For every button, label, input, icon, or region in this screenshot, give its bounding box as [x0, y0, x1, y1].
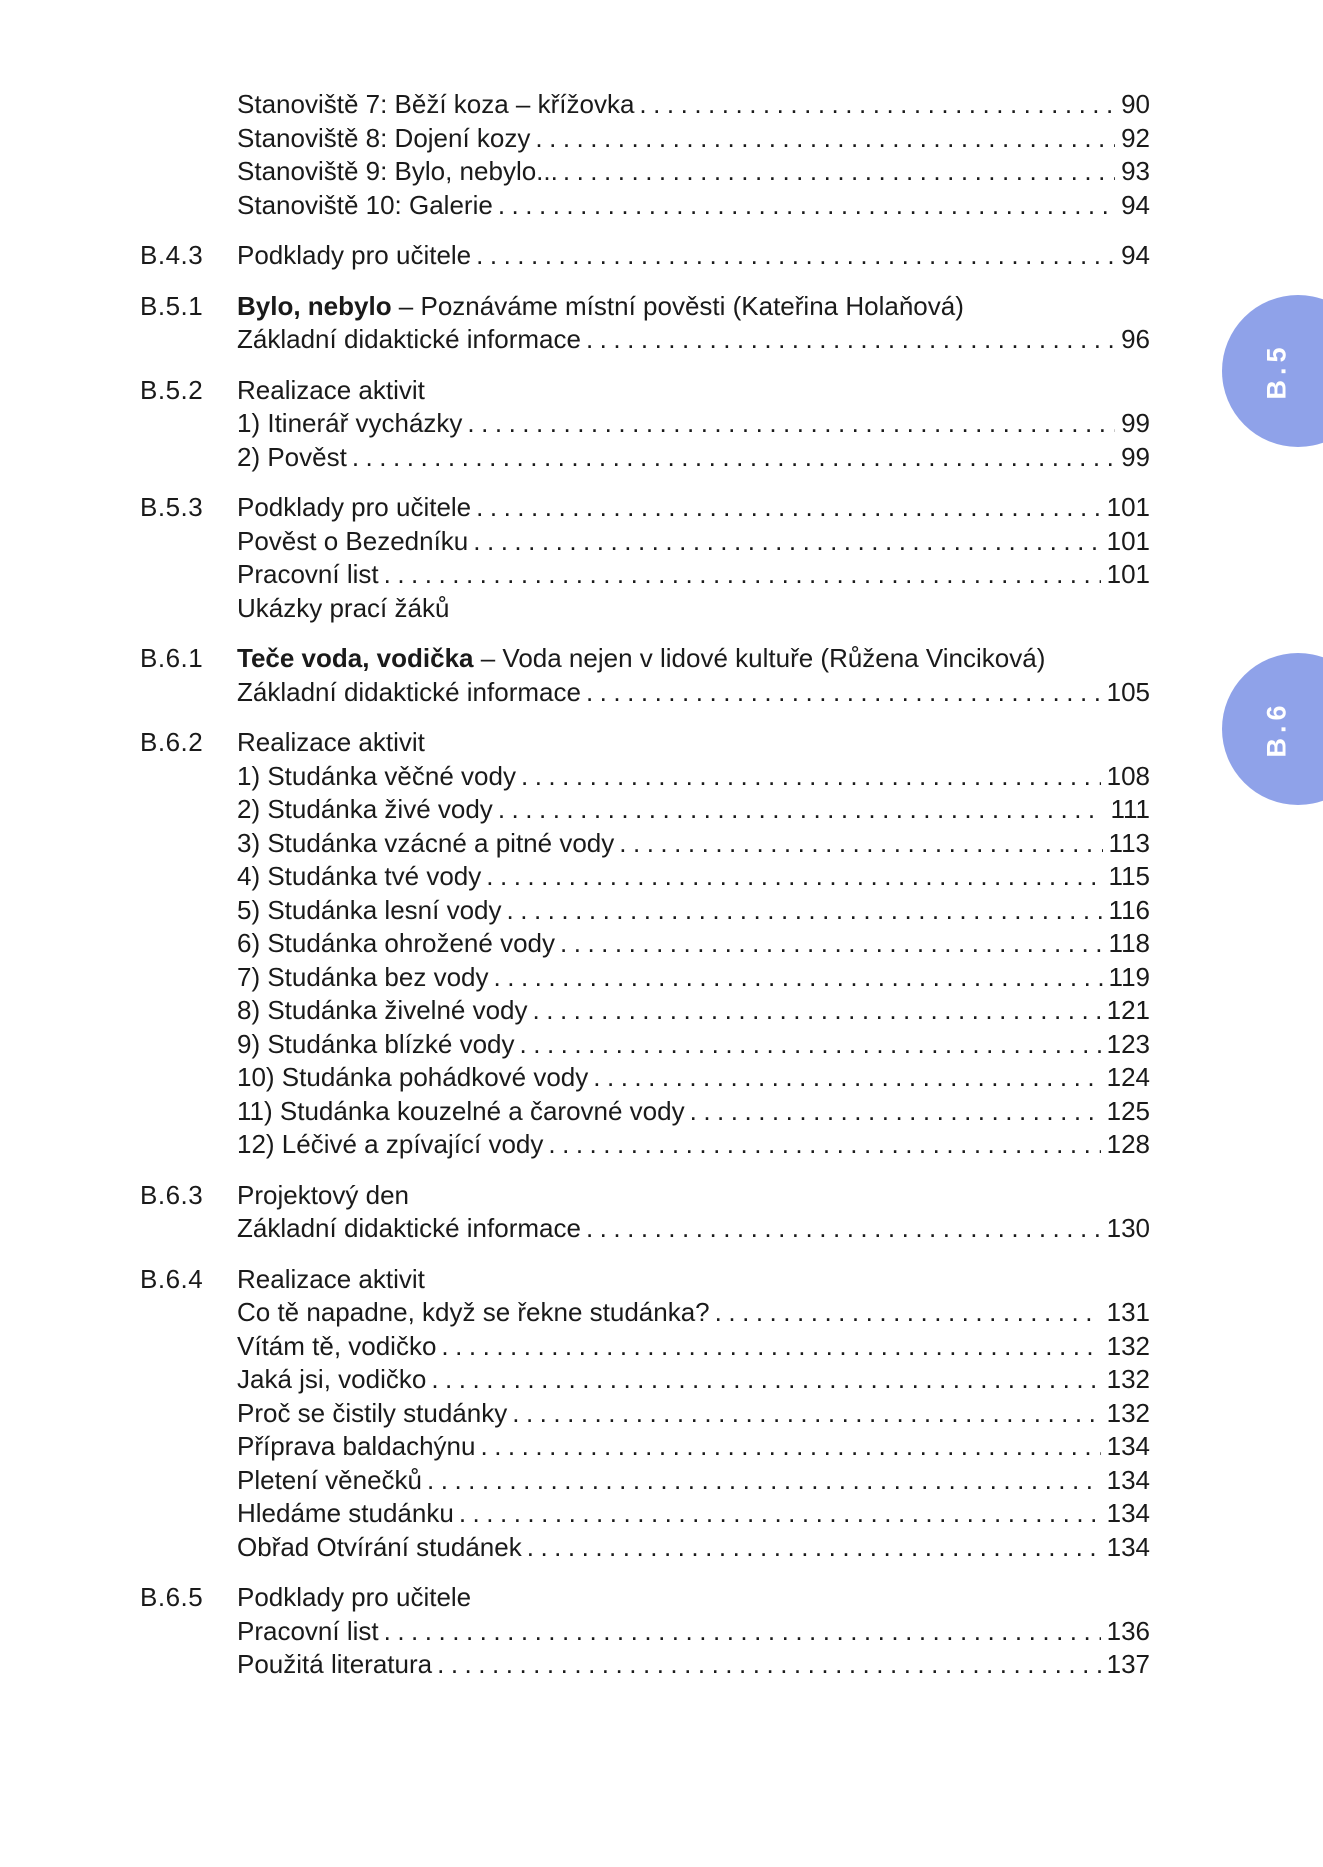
entry-label: Základní didaktické informace: [237, 1213, 581, 1243]
section-number: B.5.1: [140, 290, 204, 321]
page-number: 125: [1106, 1095, 1150, 1126]
dot-leader: [475, 1430, 1100, 1464]
toc-row: [140, 1128, 1150, 1162]
entry-label: 11) Studánka kouzelné a čarovné vody: [237, 1095, 685, 1126]
dot-leader: [432, 1648, 1101, 1682]
page-number: 132: [1106, 1364, 1150, 1394]
page-number: 124: [1106, 1062, 1150, 1092]
toc-row: [140, 860, 1150, 894]
dot-leader: [422, 1464, 1101, 1498]
entry-label: Stanoviště 10: Galerie: [237, 189, 493, 220]
dot-leader: [710, 1296, 1101, 1330]
entry-label: Vítám tě, vodičko: [237, 1330, 437, 1361]
section-tab-b6-label: B.6: [1261, 700, 1292, 758]
toc-row: [140, 525, 1150, 559]
dot-leader: [468, 525, 1100, 559]
entry-label: Realizace aktivit: [237, 374, 425, 405]
toc-row: [140, 1296, 1150, 1330]
entry-label: 9) Studánka blízké vody: [237, 1028, 515, 1059]
entry-label: Pověst o Bezedníku: [237, 525, 469, 556]
entry-label: Realizace aktivit: [237, 1263, 425, 1294]
dot-leader: [507, 1397, 1100, 1431]
toc-row: [140, 726, 1150, 760]
page-number: 134: [1106, 1431, 1150, 1461]
entry-label: Základní didaktické informace: [237, 324, 581, 354]
toc-row: [140, 155, 1150, 189]
toc-group: [140, 290, 1150, 357]
entry-label: Proč se čistily studánky: [237, 1397, 508, 1428]
dot-leader: [515, 1028, 1101, 1062]
page-number: 108: [1106, 760, 1150, 791]
dot-leader: [471, 491, 1100, 525]
page-number: 132: [1106, 1397, 1150, 1428]
toc-row: [140, 1615, 1150, 1649]
toc-row: [140, 189, 1150, 223]
toc-group: [140, 726, 1150, 1162]
entry-label: 10) Studánka pohádkové vody: [237, 1062, 589, 1092]
toc-row: [140, 1061, 1150, 1095]
toc-row: [140, 760, 1150, 794]
page-number: 128: [1106, 1129, 1150, 1159]
page-number: 96: [1121, 324, 1150, 354]
entry-label: Základní didaktické informace: [237, 676, 581, 707]
toc-row: [140, 1179, 1150, 1213]
entry-label: Podklady pro učitele: [237, 240, 472, 270]
entry-label: 1) Studánka věčné vody: [237, 760, 516, 791]
toc-row: [140, 1581, 1150, 1615]
entry-label: 4) Studánka tvé vody: [237, 861, 482, 891]
page-number: 99: [1121, 441, 1150, 472]
page-number: 92: [1121, 122, 1150, 153]
entry-label: 7) Studánka bez vody: [237, 961, 489, 992]
toc-row: [140, 88, 1150, 122]
entry-label: Podklady pro učitele: [237, 492, 472, 522]
dot-leader: [588, 1061, 1100, 1095]
toc-row: [140, 558, 1150, 592]
page-number: 121: [1106, 995, 1150, 1025]
entry-label: 3) Studánka vzácné a pitné vody: [237, 827, 615, 858]
page-number: 111: [1110, 794, 1150, 824]
dot-leader: [522, 1531, 1101, 1565]
toc-row: [140, 1330, 1150, 1364]
section-number: B.6.3: [140, 1179, 204, 1210]
toc-row: [140, 642, 1150, 676]
toc-group: [140, 239, 1150, 273]
dot-leader: [462, 407, 1115, 441]
dot-leader: [685, 1095, 1101, 1129]
toc-row: [140, 793, 1150, 827]
page-number: 134: [1106, 1498, 1150, 1528]
entry-label: Stanoviště 8: Dojení kozy: [237, 122, 531, 153]
entry-label: Obřad Otvírání studánek: [237, 1531, 522, 1562]
section-tab-b5-label: B.5: [1261, 342, 1292, 400]
toc-row: [140, 1028, 1150, 1062]
dot-leader: [581, 1212, 1101, 1246]
entry-label: Podklady pro učitele: [237, 1582, 472, 1612]
toc-row: [140, 592, 1150, 626]
entry-label: Pracovní list: [237, 1615, 379, 1646]
entry-label: 1) Itinerář vycházky: [237, 408, 463, 438]
toc-row: [140, 994, 1150, 1028]
entry-label: Ukázky prací žáků: [237, 592, 450, 623]
toc-row: [140, 290, 1150, 324]
section-number: B.5.3: [140, 492, 204, 522]
dot-leader: [379, 1615, 1101, 1649]
dot-leader: [614, 827, 1102, 861]
section-tab-b5: [1222, 295, 1323, 447]
entry-label: Hledáme studánku: [237, 1498, 454, 1528]
page-number: 113: [1108, 827, 1150, 858]
page-number: 115: [1108, 861, 1150, 891]
toc-group: [140, 491, 1150, 625]
toc-row: [140, 374, 1150, 408]
page-number: 94: [1121, 240, 1150, 270]
dot-leader: [516, 760, 1101, 794]
entry-label: Projektový den: [237, 1179, 409, 1210]
toc-row: [140, 1212, 1150, 1246]
entry-label: Co tě napadne, když se řekne studánka?: [237, 1297, 710, 1327]
section-number: B.6.5: [140, 1582, 204, 1612]
toc-row: [140, 1363, 1150, 1397]
entry-label: Příprava baldachýnu: [237, 1431, 476, 1461]
table-of-contents: [140, 88, 1150, 1682]
dot-leader: [581, 323, 1115, 357]
toc-row: [140, 1531, 1150, 1565]
toc-group: [140, 1179, 1150, 1246]
page-number: 101: [1106, 492, 1150, 522]
toc-row: [140, 1648, 1150, 1682]
toc-row: [140, 122, 1150, 156]
section-tab-b6: [1222, 653, 1323, 805]
entry-label: 6) Studánka ohrožené vody: [237, 928, 555, 958]
page-number: 130: [1106, 1213, 1150, 1243]
entry-label: Stanoviště 7: Běží koza – křížovka: [237, 89, 635, 119]
entry-label: Stanoviště 9: Bylo, nebylo...: [237, 156, 558, 186]
page-number: 119: [1108, 961, 1150, 992]
page-number: 136: [1106, 1615, 1150, 1646]
page-number: 116: [1108, 894, 1150, 925]
entry-label: 12) Léčivé a zpívající vody: [237, 1129, 544, 1159]
dot-leader: [426, 1363, 1100, 1397]
toc-group: [140, 374, 1150, 475]
dot-leader: [581, 676, 1101, 710]
dot-leader: [502, 894, 1103, 928]
section-number: B.6.1: [140, 643, 204, 673]
dot-leader: [528, 994, 1101, 1028]
entry-label: 8) Studánka živelné vody: [237, 995, 528, 1025]
toc-group: [140, 1263, 1150, 1565]
entry-label: Realizace aktivit: [237, 727, 425, 757]
page-number: 131: [1106, 1297, 1150, 1327]
dot-leader: [379, 558, 1101, 592]
toc-row: [140, 1095, 1150, 1129]
toc-row: [140, 1464, 1150, 1498]
dot-leader: [471, 239, 1115, 273]
dot-leader: [489, 961, 1103, 995]
page-number: 123: [1106, 1028, 1150, 1059]
page-number: 94: [1121, 189, 1150, 220]
dot-leader: [543, 1128, 1100, 1162]
section-number: B.6.4: [140, 1263, 204, 1294]
entry-label: Jaká jsi, vodičko: [237, 1364, 427, 1394]
toc-row: [140, 827, 1150, 861]
page-number: 132: [1106, 1330, 1150, 1361]
toc-group: [140, 88, 1150, 222]
entry-label: 5) Studánka lesní vody: [237, 894, 502, 925]
dot-leader: [558, 155, 1115, 189]
toc-group: [140, 1581, 1150, 1682]
dot-leader: [493, 793, 1105, 827]
toc-row: [140, 239, 1150, 273]
page-number: 93: [1121, 156, 1150, 186]
toc-row: [140, 961, 1150, 995]
section-number: B.4.3: [140, 240, 204, 270]
entry-label: 2) Studánka živé vody: [237, 794, 493, 824]
dot-leader: [493, 189, 1115, 223]
toc-row: [140, 323, 1150, 357]
toc-row: [140, 676, 1150, 710]
dot-leader: [555, 927, 1103, 961]
dot-leader: [481, 860, 1102, 894]
dot-leader: [454, 1497, 1101, 1531]
toc-row: [140, 1263, 1150, 1297]
toc-row: [140, 407, 1150, 441]
dot-leader: [634, 88, 1115, 122]
entry-label: Použitá literatura: [237, 1649, 433, 1679]
section-number: B.6.2: [140, 727, 204, 757]
page-number: 118: [1108, 928, 1150, 958]
toc-row: [140, 491, 1150, 525]
page-number: 134: [1106, 1464, 1150, 1495]
toc-row: [140, 1397, 1150, 1431]
entry-label: – Voda nejen v lidové kultuře (Růžena Vinciková): [473, 643, 1046, 673]
toc-row: [140, 1497, 1150, 1531]
entry-title-bold: Bylo, nebylo: [237, 290, 392, 321]
toc-row: [140, 1430, 1150, 1464]
dot-leader: [436, 1330, 1100, 1364]
toc-group: [140, 642, 1150, 709]
page-number: 137: [1106, 1649, 1150, 1679]
section-number: B.5.2: [140, 374, 204, 405]
entry-label: 2) Pověst: [237, 441, 347, 472]
page-number: 90: [1121, 89, 1150, 119]
toc-row: [140, 894, 1150, 928]
entry-label: Pracovní list: [237, 559, 379, 589]
page-number: 99: [1121, 408, 1150, 438]
toc-row: [140, 441, 1150, 475]
entry-label: – Poznáváme místní pověsti (Kateřina Holaňová): [391, 290, 964, 321]
dot-leader: [530, 122, 1115, 156]
page-number: 134: [1106, 1531, 1150, 1562]
toc-row: [140, 927, 1150, 961]
dot-leader: [347, 441, 1115, 475]
entry-label: Pletení věnečků: [237, 1464, 423, 1495]
page-number: 101: [1106, 525, 1150, 556]
page-number: 101: [1106, 559, 1150, 589]
entry-title-bold: Teče voda, vodička: [237, 643, 474, 673]
page-number: 105: [1106, 676, 1150, 707]
